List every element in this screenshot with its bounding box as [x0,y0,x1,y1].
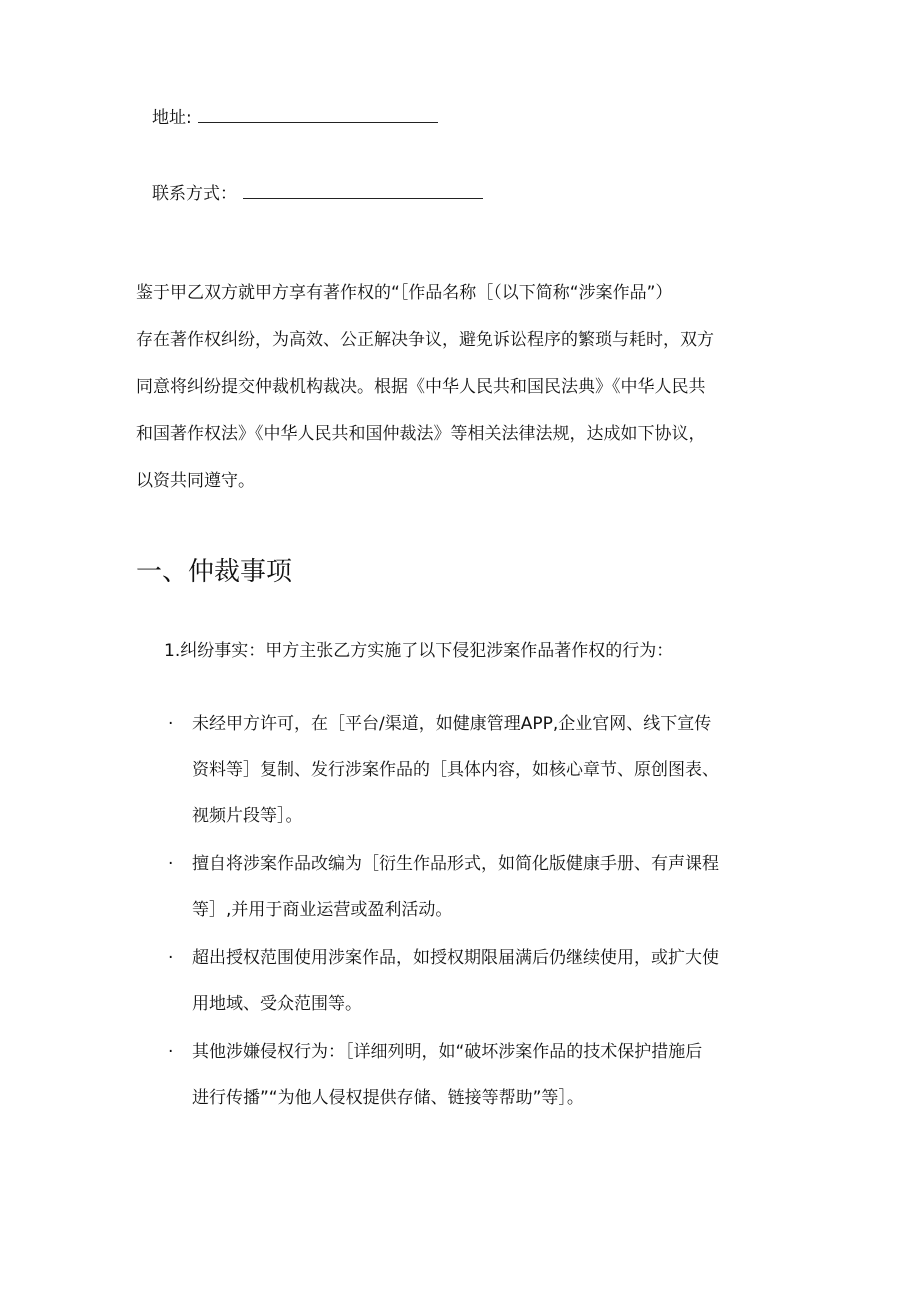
bullet-line: 进行传播”“为他人侵权提供存储、链接等帮助”等］。 [192,1088,584,1108]
bullet-marker: · [168,854,174,874]
intro-line: 存在著作权纠纷，为高效、公正解决争议，避免诉讼程序的繁琐与耗时，双方 [136,330,714,350]
bullet-marker: · [168,948,174,968]
bullet-item [166,1029,806,1121]
item-heading: 1.纠纷事实：甲方主张乙方实施了以下侵犯涉案作品著作权的行为： [164,641,674,661]
bullet-line: 未经甲方许可，在［平台/渠道，如健康管理APP,企业官网、线下宣传 [192,714,712,734]
contact-blank-line[interactable] [243,182,483,199]
address-field [152,106,438,130]
address-blank-line[interactable] [198,106,438,123]
bullet-item [166,935,806,1027]
bullet-line: 视频片段等］。 [192,806,303,826]
intro-line: 同意将纠纷提交仲裁机构裁决。根据《中华人民共和国民法典》《中华人民共 [136,377,706,397]
bullet-item [166,701,806,839]
contact-label: 联系方式： [152,184,237,204]
bullet-list [166,701,806,1123]
intro-line: 鉴于甲乙双方就甲方享有著作权的“［作品名称［（以下简称“涉案作品”） [136,283,673,303]
bullet-marker: · [168,1042,174,1062]
bullet-line: 资料等］复制、发行涉案作品的［具体内容，如核心章节、原创图表、 [192,760,719,780]
contact-field [152,182,483,206]
address-label: 地址: [152,108,192,128]
intro-paragraph [136,270,786,505]
bullet-line: 等］,并用于商业运营或盈利活动。 [192,900,453,920]
intro-line: 和国著作权法》《中华人民共和国仲裁法》等相关法律法规，达成如下协议， [136,424,706,444]
section-title: 一、仲裁事项 [136,557,293,587]
bullet-line: 用地域、受众范围等。 [192,994,362,1014]
bullet-item [166,841,806,933]
bullet-line: 超出授权范围使用涉案作品，如授权期限届满后仍继续使用，或扩大使 [192,948,719,968]
bullet-line: 其他涉嫌侵权行为：［详细列明，如“破坏涉案作品的技术保护措施后 [192,1042,703,1062]
bullet-marker: · [168,714,174,734]
intro-line: 以资共同遵守。 [136,471,255,491]
bullet-line: 擅自将涉案作品改编为［衍生作品形式，如简化版健康手册、有声课程 [192,854,719,874]
